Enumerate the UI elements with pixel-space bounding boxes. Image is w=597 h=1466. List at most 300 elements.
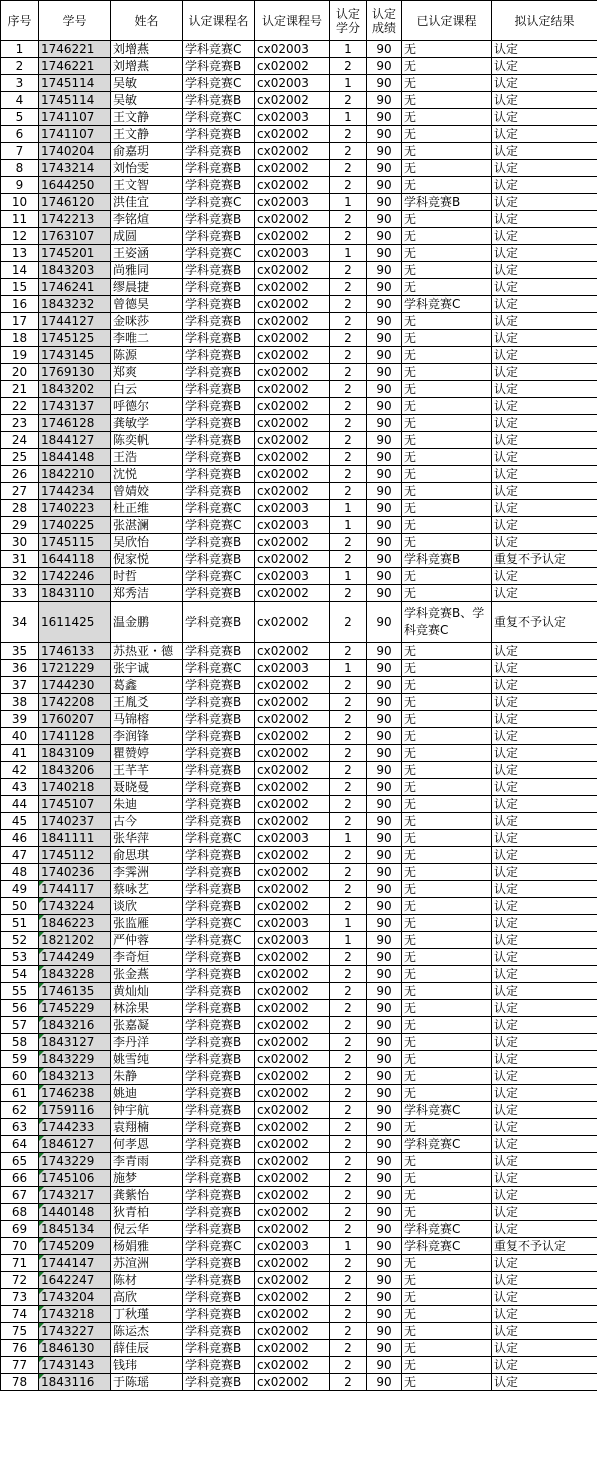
name-cell: 金咪莎: [111, 313, 183, 330]
student-id-cell: 1740237: [39, 813, 111, 830]
score-cell: 90: [367, 1255, 402, 1272]
score-cell: 90: [367, 813, 402, 830]
course-code-cell: cx02002: [255, 966, 330, 983]
credits-cell: 2: [330, 1051, 367, 1068]
course-code-cell: cx02002: [255, 381, 330, 398]
course-name-cell: 学科竞赛B: [183, 143, 255, 160]
seq-cell: 60: [1, 1068, 39, 1085]
header-name: 姓名: [111, 1, 183, 41]
course-code-cell: cx02002: [255, 415, 330, 432]
course-code-cell: cx02002: [255, 330, 330, 347]
table-row: [1, 864, 597, 881]
recognized-courses-cell: 无: [402, 245, 492, 262]
student-id-cell: 1746120: [39, 194, 111, 211]
table-row: [1, 126, 597, 143]
result-cell: 认定: [492, 847, 597, 864]
name-cell: 王文静: [111, 126, 183, 143]
course-code-cell: cx02002: [255, 779, 330, 796]
recognized-courses-cell: 无: [402, 677, 492, 694]
score-cell: 90: [367, 1119, 402, 1136]
name-cell: 王胤爻: [111, 694, 183, 711]
course-code-cell: cx02002: [255, 1102, 330, 1119]
score-cell: 90: [367, 211, 402, 228]
table-row: [1, 466, 597, 483]
table-row: [1, 143, 597, 160]
course-name-cell: 学科竞赛B: [183, 1340, 255, 1357]
credits-cell: 2: [330, 694, 367, 711]
recognized-courses-cell: 无: [402, 779, 492, 796]
credits-cell: 1: [330, 517, 367, 534]
course-name-cell: 学科竞赛B: [183, 466, 255, 483]
course-code-cell: cx02003: [255, 500, 330, 517]
recognized-courses-cell: 无: [402, 92, 492, 109]
course-name-cell: 学科竞赛B: [183, 728, 255, 745]
recognized-courses-cell: 无: [402, 1034, 492, 1051]
score-cell: 90: [367, 551, 402, 568]
table-row: [1, 347, 597, 364]
course-name-cell: 学科竞赛B: [183, 864, 255, 881]
recognized-courses-cell: 无: [402, 517, 492, 534]
result-cell: 认定: [492, 1119, 597, 1136]
student-id-cell: 1741107: [39, 109, 111, 126]
name-cell: 王姿涵: [111, 245, 183, 262]
result-cell: 认定: [492, 1034, 597, 1051]
table-row: [1, 1340, 597, 1357]
table-row: [1, 415, 597, 432]
table-row: [1, 1068, 597, 1085]
result-cell: 重复不予认定: [492, 551, 597, 568]
credits-cell: 1: [330, 660, 367, 677]
course-name-cell: 学科竞赛B: [183, 602, 255, 643]
result-cell: 认定: [492, 245, 597, 262]
score-cell: 90: [367, 949, 402, 966]
course-name-cell: 学科竞赛B: [183, 677, 255, 694]
seq-cell: 3: [1, 75, 39, 92]
credits-cell: 2: [330, 983, 367, 1000]
score-cell: 90: [367, 643, 402, 660]
course-name-cell: 学科竞赛B: [183, 381, 255, 398]
course-name-cell: 学科竞赛B: [183, 228, 255, 245]
credits-cell: 2: [330, 898, 367, 915]
recognized-courses-cell: 无: [402, 1153, 492, 1170]
student-id-cell: 1743217: [39, 1187, 111, 1204]
student-id-cell: 1744127: [39, 313, 111, 330]
seq-cell: 2: [1, 58, 39, 75]
course-code-cell: cx02002: [255, 585, 330, 602]
student-id-cell: 1743204: [39, 1289, 111, 1306]
recognized-courses-cell: 无: [402, 1340, 492, 1357]
credits-cell: 1: [330, 245, 367, 262]
recognized-courses-cell: 无: [402, 1000, 492, 1017]
score-cell: 90: [367, 177, 402, 194]
result-cell: 重复不予认定: [492, 602, 597, 643]
score-cell: 90: [367, 279, 402, 296]
seq-cell: 32: [1, 568, 39, 585]
course-name-cell: 学科竞赛B: [183, 1051, 255, 1068]
course-code-cell: cx02002: [255, 1204, 330, 1221]
seq-cell: 9: [1, 177, 39, 194]
student-id-cell: 1760207: [39, 711, 111, 728]
recognized-courses-cell: 无: [402, 177, 492, 194]
course-code-cell: cx02002: [255, 347, 330, 364]
table-row: [1, 109, 597, 126]
course-code-cell: cx02002: [255, 466, 330, 483]
course-name-cell: 学科竞赛B: [183, 1289, 255, 1306]
table-row: [1, 1102, 597, 1119]
course-name-cell: 学科竞赛B: [183, 1255, 255, 1272]
student-id-cell: 1844127: [39, 432, 111, 449]
seq-cell: 21: [1, 381, 39, 398]
result-cell: 认定: [492, 1068, 597, 1085]
recognized-courses-cell: 无: [402, 75, 492, 92]
course-code-cell: cx02002: [255, 58, 330, 75]
name-cell: 曾婧姣: [111, 483, 183, 500]
course-name-cell: 学科竞赛B: [183, 1306, 255, 1323]
credits-cell: 2: [330, 296, 367, 313]
recognized-courses-cell: 无: [402, 483, 492, 500]
seq-cell: 64: [1, 1136, 39, 1153]
course-code-cell: cx02002: [255, 160, 330, 177]
seq-cell: 63: [1, 1119, 39, 1136]
name-cell: 郑爽: [111, 364, 183, 381]
recognized-courses-cell: 无: [402, 1357, 492, 1374]
seq-cell: 61: [1, 1085, 39, 1102]
student-id-cell: 1744147: [39, 1255, 111, 1272]
name-cell: 王浩: [111, 449, 183, 466]
course-name-cell: 学科竞赛B: [183, 1272, 255, 1289]
name-cell: 施梦: [111, 1170, 183, 1187]
table-row: [1, 660, 597, 677]
recognized-courses-cell: 无: [402, 109, 492, 126]
course-name-cell: 学科竞赛C: [183, 568, 255, 585]
credits-cell: 2: [330, 126, 367, 143]
course-code-cell: cx02002: [255, 483, 330, 500]
name-cell: 林涂果: [111, 1000, 183, 1017]
seq-cell: 78: [1, 1374, 39, 1391]
table-row: [1, 796, 597, 813]
seq-cell: 59: [1, 1051, 39, 1068]
name-cell: 丁秋瑾: [111, 1306, 183, 1323]
course-name-cell: 学科竞赛B: [183, 364, 255, 381]
result-cell: 认定: [492, 745, 597, 762]
score-cell: 90: [367, 1170, 402, 1187]
course-code-cell: cx02003: [255, 41, 330, 58]
seq-cell: 51: [1, 915, 39, 932]
course-name-cell: 学科竞赛B: [183, 881, 255, 898]
course-name-cell: 学科竞赛B: [183, 1102, 255, 1119]
course-name-cell: 学科竞赛B: [183, 347, 255, 364]
result-cell: 认定: [492, 796, 597, 813]
score-cell: 90: [367, 694, 402, 711]
course-code-cell: cx02002: [255, 1272, 330, 1289]
table-row: [1, 915, 597, 932]
student-id-cell: 1742213: [39, 211, 111, 228]
course-name-cell: 学科竞赛B: [183, 983, 255, 1000]
table-row: [1, 160, 597, 177]
seq-cell: 50: [1, 898, 39, 915]
result-cell: 认定: [492, 398, 597, 415]
recognized-courses-cell: 无: [402, 796, 492, 813]
header-proposed-result: 拟认定结果: [492, 1, 597, 41]
name-cell: 朱静: [111, 1068, 183, 1085]
result-cell: 认定: [492, 660, 597, 677]
table-row: [1, 1255, 597, 1272]
table-row: [1, 694, 597, 711]
result-cell: 认定: [492, 1170, 597, 1187]
credits-cell: 2: [330, 745, 367, 762]
score-cell: 90: [367, 745, 402, 762]
result-cell: 认定: [492, 1051, 597, 1068]
course-code-cell: cx02002: [255, 762, 330, 779]
name-cell: 刘增燕: [111, 58, 183, 75]
name-cell: 张湛澜: [111, 517, 183, 534]
score-cell: 90: [367, 92, 402, 109]
score-cell: 90: [367, 585, 402, 602]
course-name-cell: 学科竞赛B: [183, 160, 255, 177]
credits-cell: 2: [330, 1085, 367, 1102]
course-code-cell: cx02002: [255, 313, 330, 330]
table-row: [1, 881, 597, 898]
name-cell: 钱玮: [111, 1357, 183, 1374]
result-cell: 认定: [492, 643, 597, 660]
header-score: 认定成绩: [367, 1, 402, 41]
name-cell: 呼德尔: [111, 398, 183, 415]
table-row: [1, 1187, 597, 1204]
credits-cell: 2: [330, 762, 367, 779]
result-cell: 认定: [492, 211, 597, 228]
table-row: [1, 483, 597, 500]
name-cell: 缪晨捷: [111, 279, 183, 296]
table-row: [1, 1153, 597, 1170]
credits-cell: 2: [330, 432, 367, 449]
table-row: [1, 847, 597, 864]
score-cell: 90: [367, 466, 402, 483]
recognized-courses-cell: 无: [402, 262, 492, 279]
course-code-cell: cx02002: [255, 1017, 330, 1034]
recognized-courses-cell: 无: [402, 279, 492, 296]
course-code-cell: cx02002: [255, 279, 330, 296]
credits-cell: 2: [330, 1340, 367, 1357]
student-id-cell: 1746238: [39, 1085, 111, 1102]
seq-cell: 62: [1, 1102, 39, 1119]
credits-cell: 2: [330, 1374, 367, 1391]
course-code-cell: cx02003: [255, 245, 330, 262]
student-id-cell: 1846130: [39, 1340, 111, 1357]
name-cell: 古今: [111, 813, 183, 830]
table-row: [1, 534, 597, 551]
recognized-courses-cell: 无: [402, 1306, 492, 1323]
credits-cell: 2: [330, 1017, 367, 1034]
recognized-courses-cell: 无: [402, 847, 492, 864]
table-row: [1, 1272, 597, 1289]
recognized-courses-cell: 无: [402, 762, 492, 779]
student-id-cell: 1843229: [39, 1051, 111, 1068]
table-row: [1, 711, 597, 728]
credits-cell: 2: [330, 677, 367, 694]
recognized-courses-cell: 无: [402, 966, 492, 983]
course-code-cell: cx02002: [255, 1119, 330, 1136]
recognized-courses-cell: 无: [402, 415, 492, 432]
credits-cell: 2: [330, 347, 367, 364]
course-code-cell: cx02002: [255, 364, 330, 381]
course-code-cell: cx02002: [255, 262, 330, 279]
seq-cell: 16: [1, 296, 39, 313]
student-id-cell: 1743224: [39, 898, 111, 915]
course-code-cell: cx02003: [255, 1238, 330, 1255]
recognized-courses-cell: 无: [402, 915, 492, 932]
table-row: [1, 568, 597, 585]
score-cell: 90: [367, 347, 402, 364]
table-row: [1, 41, 597, 58]
credits-cell: 2: [330, 1221, 367, 1238]
table-row: [1, 313, 597, 330]
course-code-cell: cx02002: [255, 449, 330, 466]
seq-cell: 33: [1, 585, 39, 602]
course-name-cell: 学科竞赛C: [183, 41, 255, 58]
name-cell: 张华萍: [111, 830, 183, 847]
recognized-courses-cell: 学科竞赛C: [402, 1102, 492, 1119]
name-cell: 瞿赞婷: [111, 745, 183, 762]
score-cell: 90: [367, 194, 402, 211]
course-name-cell: 学科竞赛B: [183, 1187, 255, 1204]
course-name-cell: 学科竞赛B: [183, 966, 255, 983]
credits-cell: 2: [330, 847, 367, 864]
name-cell: 葛鑫: [111, 677, 183, 694]
result-cell: 重复不予认定: [492, 1238, 597, 1255]
seq-cell: 30: [1, 534, 39, 551]
name-cell: 张监雁: [111, 915, 183, 932]
recognized-courses-cell: 无: [402, 143, 492, 160]
table-row: [1, 1238, 597, 1255]
student-id-cell: 1745114: [39, 92, 111, 109]
seq-cell: 66: [1, 1170, 39, 1187]
course-code-cell: cx02002: [255, 211, 330, 228]
seq-cell: 39: [1, 711, 39, 728]
seq-cell: 58: [1, 1034, 39, 1051]
credits-cell: 2: [330, 1068, 367, 1085]
result-cell: 认定: [492, 1374, 597, 1391]
course-name-cell: 学科竞赛C: [183, 194, 255, 211]
score-cell: 90: [367, 1017, 402, 1034]
recognized-courses-cell: 无: [402, 830, 492, 847]
name-cell: 高欣: [111, 1289, 183, 1306]
seq-cell: 14: [1, 262, 39, 279]
recognized-courses-cell: 无: [402, 660, 492, 677]
seq-cell: 43: [1, 779, 39, 796]
seq-cell: 10: [1, 194, 39, 211]
name-cell: 钟宇航: [111, 1102, 183, 1119]
course-code-cell: cx02003: [255, 194, 330, 211]
credits-cell: 2: [330, 1306, 367, 1323]
course-name-cell: 学科竞赛B: [183, 92, 255, 109]
student-id-cell: 1644118: [39, 551, 111, 568]
credits-cell: 2: [330, 728, 367, 745]
recognized-courses-cell: 无: [402, 160, 492, 177]
table-row: [1, 585, 597, 602]
seq-cell: 25: [1, 449, 39, 466]
credits-cell: 2: [330, 1000, 367, 1017]
credits-cell: 2: [330, 602, 367, 643]
credits-cell: 2: [330, 330, 367, 347]
seq-cell: 56: [1, 1000, 39, 1017]
score-cell: 90: [367, 398, 402, 415]
student-id-cell: 1745112: [39, 847, 111, 864]
result-cell: 认定: [492, 762, 597, 779]
recognized-courses-cell: 无: [402, 534, 492, 551]
course-name-cell: 学科竞赛B: [183, 551, 255, 568]
recognized-courses-cell: 无: [402, 58, 492, 75]
seq-cell: 55: [1, 983, 39, 1000]
score-cell: 90: [367, 983, 402, 1000]
header-student-id: 学号: [39, 1, 111, 41]
score-cell: 90: [367, 1340, 402, 1357]
table-row: [1, 364, 597, 381]
table-row: [1, 949, 597, 966]
result-cell: 认定: [492, 1204, 597, 1221]
credits-cell: 2: [330, 58, 367, 75]
course-code-cell: cx02002: [255, 745, 330, 762]
table-row: [1, 500, 597, 517]
seq-cell: 8: [1, 160, 39, 177]
table-row: [1, 1289, 597, 1306]
result-cell: 认定: [492, 313, 597, 330]
credits-cell: 2: [330, 381, 367, 398]
recognized-courses-cell: 无: [402, 1255, 492, 1272]
result-cell: 认定: [492, 534, 597, 551]
course-code-cell: cx02002: [255, 796, 330, 813]
result-cell: 认定: [492, 830, 597, 847]
table-row: [1, 177, 597, 194]
score-cell: 90: [367, 1153, 402, 1170]
credits-cell: 1: [330, 1238, 367, 1255]
result-cell: 认定: [492, 109, 597, 126]
table-row: [1, 58, 597, 75]
name-cell: 杜正维: [111, 500, 183, 517]
student-id-cell: 1740218: [39, 779, 111, 796]
result-cell: 认定: [492, 75, 597, 92]
credits-cell: 2: [330, 1136, 367, 1153]
credits-cell: 2: [330, 279, 367, 296]
seq-cell: 41: [1, 745, 39, 762]
credits-cell: 1: [330, 932, 367, 949]
recognized-courses-cell: 学科竞赛C: [402, 1221, 492, 1238]
course-name-cell: 学科竞赛B: [183, 415, 255, 432]
course-code-cell: cx02002: [255, 398, 330, 415]
recognized-courses-cell: 无: [402, 813, 492, 830]
score-cell: 90: [367, 1323, 402, 1340]
result-cell: 认定: [492, 177, 597, 194]
result-cell: 认定: [492, 881, 597, 898]
student-id-cell: 1843203: [39, 262, 111, 279]
name-cell: 倪云华: [111, 1221, 183, 1238]
score-cell: 90: [367, 449, 402, 466]
table-row: [1, 983, 597, 1000]
name-cell: 黄灿灿: [111, 983, 183, 1000]
name-cell: 刘怡雯: [111, 160, 183, 177]
recognized-courses-cell: 学科竞赛C: [402, 296, 492, 313]
credits-cell: 2: [330, 143, 367, 160]
name-cell: 张金燕: [111, 966, 183, 983]
name-cell: 俞嘉玥: [111, 143, 183, 160]
course-code-cell: cx02002: [255, 1187, 330, 1204]
score-cell: 90: [367, 1272, 402, 1289]
student-id-cell: 1745209: [39, 1238, 111, 1255]
name-cell: 吴敏: [111, 92, 183, 109]
seq-cell: 19: [1, 347, 39, 364]
score-cell: 90: [367, 932, 402, 949]
table-row: [1, 932, 597, 949]
name-cell: 王文静: [111, 109, 183, 126]
